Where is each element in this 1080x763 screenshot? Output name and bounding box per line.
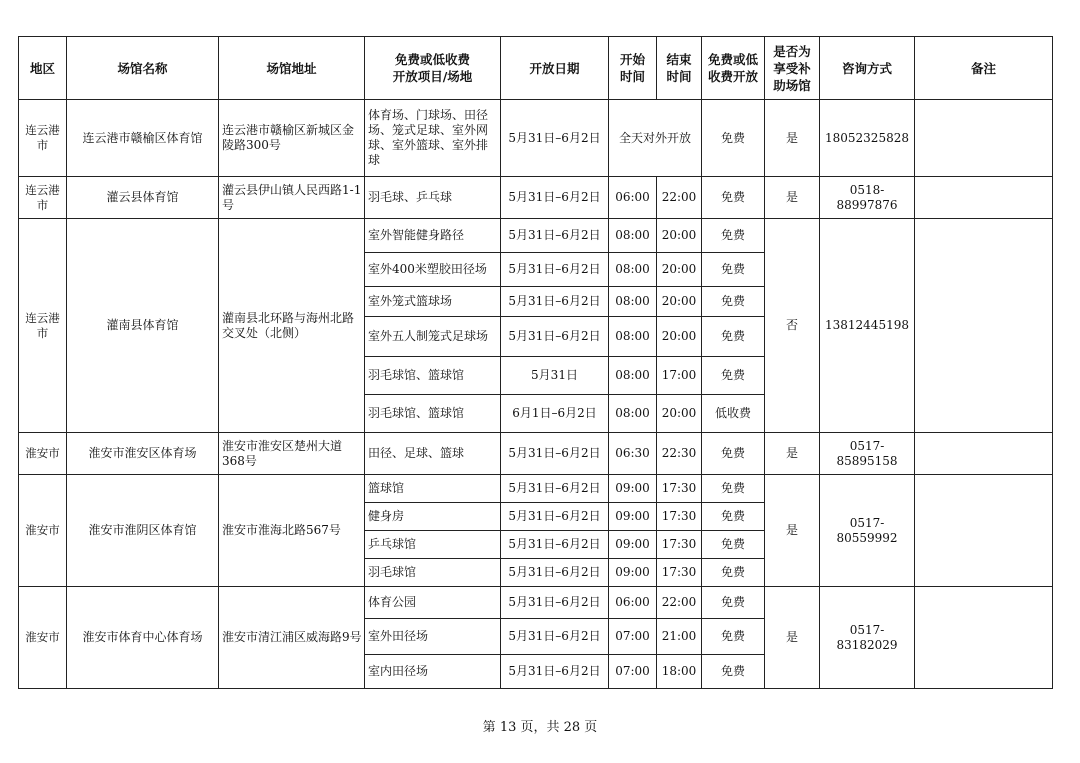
item-cell: 羽毛球馆 [365, 559, 501, 587]
fee-cell: 免费 [702, 655, 765, 689]
fee-cell: 免费 [702, 253, 765, 287]
contact-cell: 18052325828 [820, 100, 915, 177]
fee-cell: 免费 [702, 317, 765, 357]
dates-cell: 5月31日–6月2日 [501, 559, 609, 587]
dates-cell: 5月31日–6月2日 [501, 531, 609, 559]
item-cell: 体育公园 [365, 587, 501, 619]
end-time-cell: 17:30 [657, 531, 702, 559]
dates-cell: 5月31日–6月2日 [501, 317, 609, 357]
subsidy-cell: 是 [765, 100, 820, 177]
address-cell: 灌云县伊山镇人民西路1-1号 [219, 177, 365, 219]
header-fee: 免费或低 收费开放 [702, 37, 765, 100]
venue-cell: 淮安市淮安区体育场 [67, 433, 219, 475]
end-time-cell: 20:00 [657, 219, 702, 253]
start-time-cell: 06:00 [609, 587, 657, 619]
venue-cell: 灌南县体育馆 [67, 219, 219, 433]
remarks-cell [915, 433, 1053, 475]
dates-cell: 5月31日–6月2日 [501, 503, 609, 531]
start-time-cell: 09:00 [609, 475, 657, 503]
item-cell: 室外笼式篮球场 [365, 287, 501, 317]
fee-cell: 免费 [702, 587, 765, 619]
item-cell: 室外田径场 [365, 619, 501, 655]
remarks-cell [915, 100, 1053, 177]
contact-cell: 0518-88997876 [820, 177, 915, 219]
remarks-cell [915, 587, 1053, 689]
contact-cell: 0517-80559992 [820, 475, 915, 587]
fee-cell: 免费 [702, 100, 765, 177]
footer-page-number: 13 [499, 720, 517, 735]
header-dates: 开放日期 [501, 37, 609, 100]
start-time-cell: 09:00 [609, 531, 657, 559]
table-row [19, 433, 1053, 475]
end-time-cell: 20:00 [657, 253, 702, 287]
item-cell: 羽毛球、乒乓球 [365, 177, 501, 219]
open-hours-cell: 全天对外开放 [609, 100, 702, 177]
end-time-cell: 20:00 [657, 395, 702, 433]
region-cell: 连云港市 [19, 219, 67, 433]
end-time-cell: 17:30 [657, 503, 702, 531]
start-time-cell: 08:00 [609, 357, 657, 395]
dates-cell: 5月31日–6月2日 [501, 287, 609, 317]
remarks-cell [915, 219, 1053, 433]
fee-cell: 免费 [702, 177, 765, 219]
region-cell: 淮安市 [19, 433, 67, 475]
fee-cell: 免费 [702, 433, 765, 475]
start-time-cell: 08:00 [609, 317, 657, 357]
start-time-cell: 07:00 [609, 619, 657, 655]
dates-cell: 5月31日–6月2日 [501, 433, 609, 475]
fee-cell: 免费 [702, 503, 765, 531]
table-body [19, 100, 1053, 689]
address-cell: 连云港市赣榆区新城区金陵路300号 [219, 100, 365, 177]
header-remarks: 备注 [915, 37, 1053, 100]
venue-cell: 淮安市淮阴区体育馆 [67, 475, 219, 587]
start-time-cell: 08:00 [609, 253, 657, 287]
item-cell: 室外400米塑胶田径场 [365, 253, 501, 287]
contact-cell: 0517-83182029 [820, 587, 915, 689]
dates-cell: 5月31日–6月2日 [501, 655, 609, 689]
dates-cell: 6月1日–6月2日 [501, 395, 609, 433]
fee-cell: 免费 [702, 287, 765, 317]
header-start: 开始 时间 [609, 37, 657, 100]
remarks-cell [915, 177, 1053, 219]
item-cell: 田径、足球、篮球 [365, 433, 501, 475]
contact-cell: 0517-85895158 [820, 433, 915, 475]
fee-cell: 免费 [702, 475, 765, 503]
fee-cell: 免费 [702, 357, 765, 395]
header-items: 免费或低收费 开放项目/场地 [365, 37, 501, 100]
table-row [19, 219, 1053, 253]
venue-cell: 灌云县体育馆 [67, 177, 219, 219]
item-cell: 羽毛球馆、篮球馆 [365, 395, 501, 433]
dates-cell: 5月31日–6月2日 [501, 619, 609, 655]
fee-cell: 免费 [702, 531, 765, 559]
end-time-cell: 17:00 [657, 357, 702, 395]
dates-cell: 5月31日–6月2日 [501, 219, 609, 253]
fee-cell: 低收费 [702, 395, 765, 433]
address-cell: 淮安市淮安区楚州大道368号 [219, 433, 365, 475]
region-cell: 淮安市 [19, 475, 67, 587]
start-time-cell: 06:00 [609, 177, 657, 219]
footer-suffix: 页 [580, 720, 598, 735]
end-time-cell: 22:30 [657, 433, 702, 475]
item-cell: 室外五人制笼式足球场 [365, 317, 501, 357]
start-time-cell: 08:00 [609, 287, 657, 317]
region-cell: 连云港市 [19, 177, 67, 219]
region-cell: 连云港市 [19, 100, 67, 177]
item-cell: 室外智能健身路径 [365, 219, 501, 253]
table-row [19, 587, 1053, 619]
dates-cell: 5月31日–6月2日 [501, 253, 609, 287]
subsidy-cell: 是 [765, 433, 820, 475]
venue-table [18, 36, 1053, 689]
end-time-cell: 21:00 [657, 619, 702, 655]
item-cell: 健身房 [365, 503, 501, 531]
venue-cell: 淮安市体育中心体育场 [67, 587, 219, 689]
footer-middle: 页，共 [516, 720, 564, 735]
item-cell: 体育场、门球场、田径场、笼式足球、室外网球、室外篮球、室外排球 [365, 100, 501, 177]
header-subsidy: 是否为 享受补 助场馆 [765, 37, 820, 100]
start-time-cell: 06:30 [609, 433, 657, 475]
footer-total-pages: 28 [563, 720, 581, 735]
item-cell: 乒乓球馆 [365, 531, 501, 559]
header-venue: 场馆名称 [67, 37, 219, 100]
fee-cell: 免费 [702, 559, 765, 587]
subsidy-cell: 是 [765, 587, 820, 689]
header-contact: 咨询方式 [820, 37, 915, 100]
header-row [19, 37, 1053, 100]
end-time-cell: 20:00 [657, 317, 702, 357]
item-cell: 室内田径场 [365, 655, 501, 689]
address-cell: 淮安市清江浦区威海路9号 [219, 587, 365, 689]
end-time-cell: 20:00 [657, 287, 702, 317]
table-row [19, 100, 1053, 177]
subsidy-cell: 是 [765, 475, 820, 587]
start-time-cell: 08:00 [609, 395, 657, 433]
start-time-cell: 08:00 [609, 219, 657, 253]
contact-cell: 13812445198 [820, 219, 915, 433]
table-row [19, 475, 1053, 503]
header-region: 地区 [19, 37, 67, 100]
end-time-cell: 22:00 [657, 177, 702, 219]
subsidy-cell: 否 [765, 219, 820, 433]
venue-cell: 连云港市赣榆区体育馆 [67, 100, 219, 177]
dates-cell: 5月31日 [501, 357, 609, 395]
dates-cell: 5月31日–6月2日 [501, 177, 609, 219]
address-cell: 淮安市淮海北路567号 [219, 475, 365, 587]
fee-cell: 免费 [702, 219, 765, 253]
address-cell: 灌南县北环路与海州北路交叉处（北侧） [219, 219, 365, 433]
end-time-cell: 18:00 [657, 655, 702, 689]
table-row [19, 177, 1053, 219]
page-footer [0, 716, 1080, 735]
item-cell: 篮球馆 [365, 475, 501, 503]
subsidy-cell: 是 [765, 177, 820, 219]
remarks-cell [915, 475, 1053, 587]
dates-cell: 5月31日–6月2日 [501, 475, 609, 503]
dates-cell: 5月31日–6月2日 [501, 100, 609, 177]
region-cell: 淮安市 [19, 587, 67, 689]
dates-cell: 5月31日–6月2日 [501, 587, 609, 619]
start-time-cell: 09:00 [609, 559, 657, 587]
item-cell: 羽毛球馆、篮球馆 [365, 357, 501, 395]
end-time-cell: 22:00 [657, 587, 702, 619]
footer-prefix: 第 [482, 720, 500, 735]
fee-cell: 免费 [702, 619, 765, 655]
header-end: 结束 时间 [657, 37, 702, 100]
end-time-cell: 17:30 [657, 559, 702, 587]
start-time-cell: 09:00 [609, 503, 657, 531]
header-address: 场馆地址 [219, 37, 365, 100]
start-time-cell: 07:00 [609, 655, 657, 689]
end-time-cell: 17:30 [657, 475, 702, 503]
